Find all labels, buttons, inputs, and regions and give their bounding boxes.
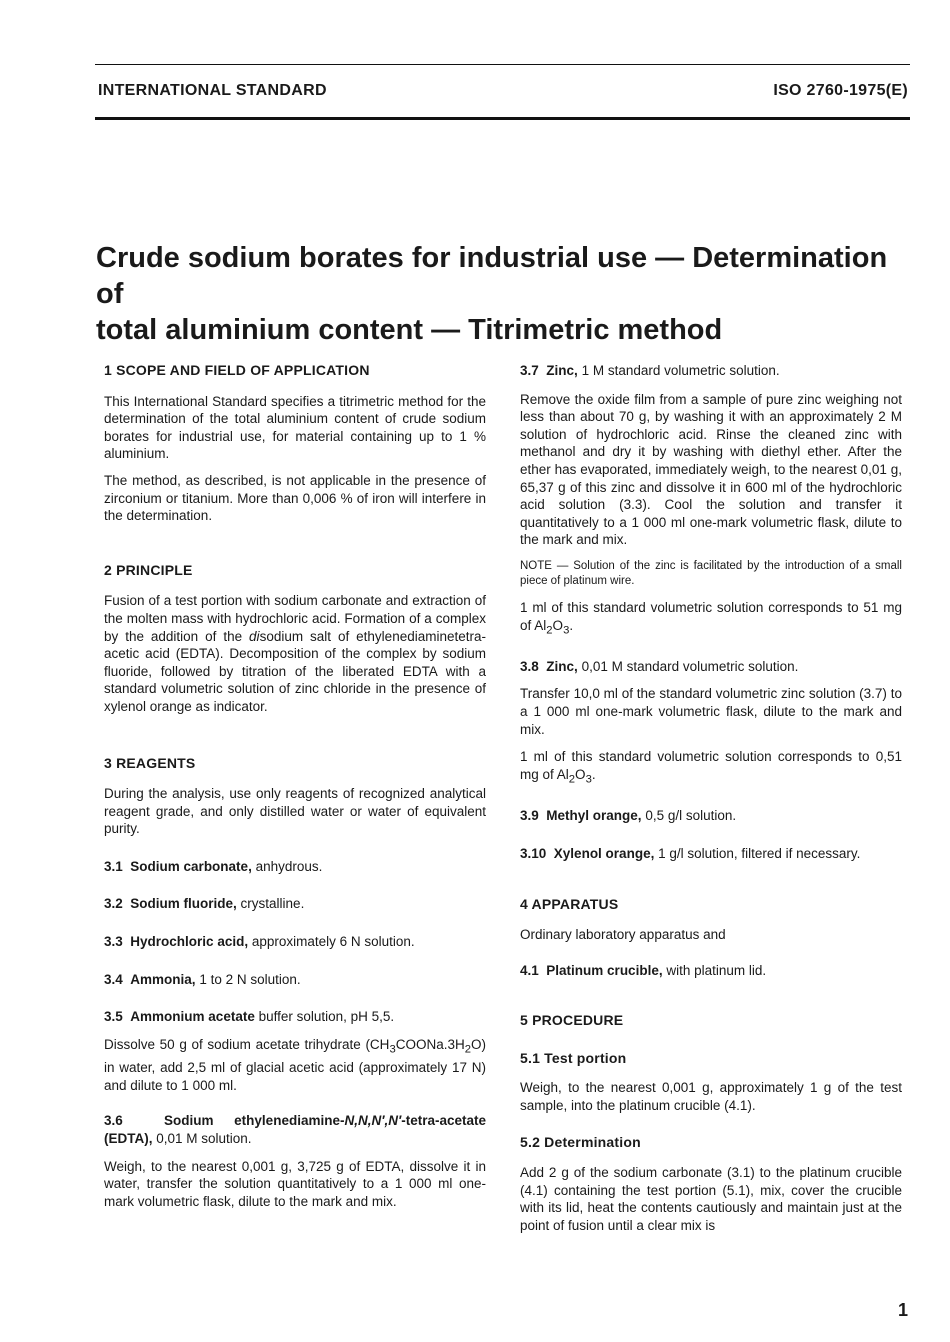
reagent-3-6-paragraph: Weigh, to the nearest 0,001 g, 3,725 g of EDTA, dissolve it in water, transfer the solution quantitatively to a 1 000 ml one-mark volumetric flask, dilute to the mark and mix. — [104, 1158, 486, 1209]
reagent-3-1: 3.1 Sodium carbonate, anhydrous. — [104, 858, 323, 874]
subsection-5-1-paragraph: Weigh, to the nearest 0,001 g, approximately 1 g of the test sample, into the platinum crucible (4.1). — [520, 1080, 902, 1113]
subsection-5-1-heading: 5.1 Test portion — [520, 1049, 627, 1066]
reagent-3-10: 3.10 Xylenol orange, 1 g/l solution, filtered if necessary. — [520, 845, 861, 861]
section-2-heading: 2 PRINCIPLE — [104, 561, 193, 578]
reagent-3-8-equivalence: 1 ml of this standard volumetric solution corresponds to 0,51 mg of $Al_2O_3$. — [520, 749, 902, 786]
subsection-5-2-heading: 5.2 Determination — [520, 1134, 641, 1151]
reagent-3-5-paragraph: Dissolve 50 g of sodium acetate trihydrate $(CH_3COONa.3H_2O)$ in water, add 2,5 ml of glacial acetic acid (approximately 17 N) and dilute to 1 000 ml. — [104, 1036, 486, 1093]
section-4-heading: 4 APPARATUS — [520, 896, 619, 913]
header-standard-number: ISO 2760-1975(E) — [773, 82, 908, 99]
reagent-3-3: 3.3 Hydrochloric acid, approximately 6 N solution. — [104, 934, 415, 950]
section-1-paragraph-2: The method, as described, is not applicable in the presence of zirconium or titanium. More than 0,006 % of iron will interfere in the determination. — [104, 472, 486, 524]
reagent-3-6: 3.6 Sodium ethylenediamine-N,N,N′,N′-tetra-acetate (EDTA), 0,01 M solution. — [104, 1113, 486, 1146]
section-3-paragraph: During the analysis, use only reagents of recognized analytical reagent grade, and only distilled water or water of equivalent purity. — [104, 786, 486, 837]
apparatus-4-1: 4.1 Platinum crucible, with platinum lid. — [520, 963, 767, 979]
reagent-3-4: 3.4 Ammonia, 1 to 2 N solution. — [104, 971, 301, 987]
section-3-heading: 3 REAGENTS — [104, 754, 196, 771]
reagent-3-8: 3.8 Zinc, 0,01 M standard volumetric solution. — [520, 658, 799, 674]
subsection-5-2-paragraph: Add 2 g of the sodium carbonate (3.1) to the platinum crucible (4.1) containing the test portion (5.1), mix, cover the crucible with its lid, heat the contents cautiously and maintain just at the point of fusion until a clear mix is — [520, 1165, 902, 1233]
reagent-3-7-paragraph: Remove the oxide film from a sample of pure zinc weighing not less than about 70 g, by washing it with an approximately 2 M solution of hydrochloric acid. Rinse the cleaned zinc with methanol and dry it by washing with diethyl ether. After the ether has evaporated, immediately weigh, to the nearest 0,01 g, 65,37 g of this zinc and dissolve it in 600 ml of the hydrochloric acid solution (3.3). Cool the solution and transfer it quantitatively to a 1 000 ml one-mark volumetric flask, dilute to the mark and mix. — [520, 391, 902, 548]
page-header — [98, 82, 908, 104]
header-rule — [95, 117, 910, 120]
title-line-1: Crude sodium borates for industrial use — Determination of — [96, 242, 888, 310]
reagent-3-7: 3.7 Zinc, 1 M standard volumetric solution. — [520, 363, 780, 378]
document-title — [96, 240, 906, 348]
reagent-3-5: 3.5 Ammonium acetate buffer solution, pH 5,5. — [104, 1009, 395, 1025]
reagent-3-7-note: NOTE — Solution of the zinc is facilitated by the introduction of a small piece of platinum wire. — [520, 559, 902, 587]
reagent-3-8-paragraph: Transfer 10,0 ml of the standard volumetric zinc solution (3.7) to a 1 000 ml one-mark volumetric flask, dilute to the mark and mix. — [520, 686, 902, 737]
section-4-paragraph: Ordinary laboratory apparatus and — [520, 926, 726, 942]
reagent-3-2: 3.2 Sodium fluoride, crystalline. — [104, 896, 305, 912]
page-number: 1 — [897, 1300, 908, 1320]
reagent-3-7-equivalence: 1 ml of this standard volumetric solution corresponds to 51 mg of $Al_2O_3$. — [520, 599, 902, 637]
header-standard-label: INTERNATIONAL STANDARD — [98, 82, 327, 99]
section-5-heading: 5 PROCEDURE — [520, 1012, 624, 1029]
left-column — [104, 362, 486, 1210]
section-2-paragraph: Fusion of a test portion with sodium carbonate and extraction of the molten mass with hydrochloric acid. Formation of a complex by the addition of the disodium salt of ethylenediaminetetra-acetic acid (EDTA). Decomposition of the complex by sodium fluoride, followed by titration of the liberated EDTA with a standard volumetric solution of zinc chloride in the presence of xylenol orange as indicator. — [104, 593, 486, 714]
section-1-heading: 1 SCOPE AND FIELD OF APPLICATION — [104, 362, 370, 378]
right-column — [520, 362, 902, 1234]
section-1-paragraph-1: This International Standard specifies a titrimetric method for the determination of the total aluminium content of crude sodium borates for industrial use, for material containing up to 1 % aluminium. — [104, 393, 486, 462]
reagent-3-9: 3.9 Methyl orange, 0,5 g/l solution. — [520, 808, 737, 824]
top-rule — [95, 64, 910, 65]
title-line-2: total aluminium content — Titrimetric method — [96, 314, 723, 346]
